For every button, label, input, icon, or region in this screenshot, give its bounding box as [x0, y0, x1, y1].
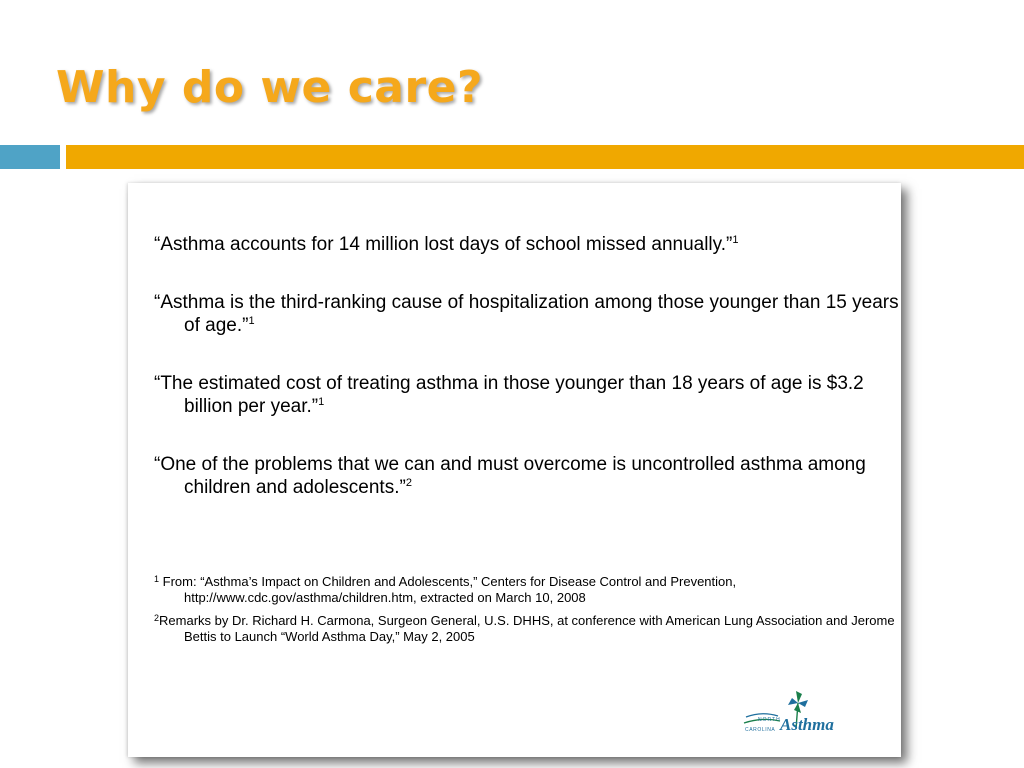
slide-title: Why do we care?: [56, 62, 484, 113]
quote-card: [128, 183, 901, 757]
quote-4-text: “One of the problems that we can and must overcome is uncontrolled asthma among children and adolescents.”: [154, 454, 866, 498]
logo-wordmark: Asthma: [780, 715, 834, 734]
quote-3-text: “The estimated cost of treating asthma in those younger than 18 years of age is $3.2 billion per year.”: [154, 373, 864, 417]
footnote-2: [154, 613, 904, 645]
quote-3: [154, 372, 904, 418]
accent-bar-left: [0, 145, 60, 169]
quote-1: [154, 233, 904, 256]
nc-asthma-logo: [742, 689, 866, 741]
quote-2: [154, 291, 904, 337]
quote-4: [154, 453, 904, 499]
quote-4-ref: 2: [405, 477, 412, 489]
quote-1-ref: 1: [732, 234, 739, 246]
quote-2-text: “Asthma is the third-ranking cause of hospitalization among those younger than 15 years of age.”: [154, 292, 899, 336]
footnote-1: [154, 574, 904, 606]
logo-state-line1: NORTH: [758, 717, 781, 723]
quote-1-text: “Asthma accounts for 14 million lost days of school missed annually.”: [154, 234, 733, 255]
footnote-2-number: 2: [154, 613, 160, 623]
quote-2-ref: 1: [248, 315, 255, 327]
footnote-2-text: Remarks by Dr. Richard H. Carmona, Surgeon General, U.S. DHHS, at conference with American Lung Association and Jerome Bettis to Launch “World Asthma Day,” May 2, 2005: [159, 613, 895, 644]
accent-bar-right: [66, 145, 1024, 169]
logo-state-line2: CAROLINA: [745, 727, 776, 733]
footnote-1-text: From: “Asthma’s Impact on Children and Adolescents,” Centers for Disease Control and Prevention, http://www.cdc.gov/asthma/children.htm, extracted on March 10, 2008: [162, 574, 737, 605]
quote-3-ref: 1: [318, 396, 325, 408]
footnote-1-number: 1: [154, 574, 160, 584]
